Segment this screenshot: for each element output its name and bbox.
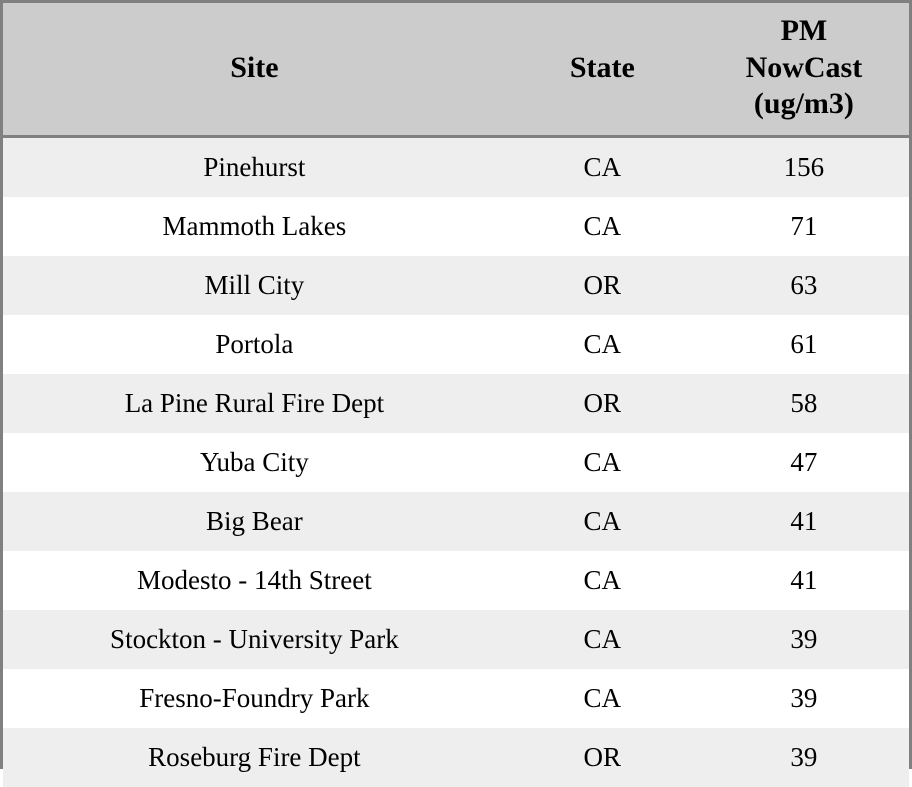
table-row (3, 315, 909, 374)
cell-site: Big Bear (3, 492, 506, 551)
table-row (3, 492, 909, 551)
cell-site: La Pine Rural Fire Dept (3, 374, 506, 433)
pm-nowcast-table (3, 3, 909, 787)
table-row (3, 136, 909, 197)
cell-site: Stockton - University Park (3, 610, 506, 669)
column-header-state (506, 3, 699, 136)
cell-site: Fresno-Foundry Park (3, 669, 506, 728)
column-header-pm-line3: (ug/m3) (753, 87, 854, 121)
cell-pm: 61 (699, 315, 909, 374)
cell-pm: 71 (699, 197, 909, 256)
cell-site: Yuba City (3, 433, 506, 492)
cell-pm: 63 (699, 256, 909, 315)
table-row (3, 256, 909, 315)
cell-state: OR (506, 256, 699, 315)
column-header-site (3, 3, 506, 136)
cell-state: OR (506, 374, 699, 433)
table-row (3, 374, 909, 433)
table-header (3, 3, 909, 136)
column-header-pm-line2: NowCast (745, 50, 863, 84)
table-body (3, 136, 909, 787)
cell-state: CA (506, 315, 699, 374)
column-header-state-label: State (569, 50, 635, 84)
cell-state: CA (506, 197, 699, 256)
cell-site: Pinehurst (3, 136, 506, 197)
cell-state: CA (506, 492, 699, 551)
cell-pm: 39 (699, 610, 909, 669)
cell-pm: 39 (699, 728, 909, 787)
cell-pm: 39 (699, 669, 909, 728)
cell-state: CA (506, 433, 699, 492)
cell-pm: 41 (699, 492, 909, 551)
cell-state: CA (506, 610, 699, 669)
column-header-pm-line1: PM (780, 14, 828, 47)
table-row (3, 433, 909, 492)
table-row (3, 551, 909, 610)
column-header-pm-nowcast (699, 3, 909, 136)
cell-pm: 156 (699, 136, 909, 197)
cell-pm: 41 (699, 551, 909, 610)
table-row (3, 610, 909, 669)
table-row (3, 669, 909, 728)
cell-site: Roseburg Fire Dept (3, 728, 506, 787)
cell-pm: 58 (699, 374, 909, 433)
cell-state: OR (506, 728, 699, 787)
table-row (3, 197, 909, 256)
cell-site: Mill City (3, 256, 506, 315)
cell-site: Modesto - 14th Street (3, 551, 506, 610)
cell-state: CA (506, 669, 699, 728)
table-header-row (3, 3, 909, 136)
cell-site: Mammoth Lakes (3, 197, 506, 256)
cell-pm: 47 (699, 433, 909, 492)
cell-state: CA (506, 136, 699, 197)
table-row (3, 728, 909, 787)
cell-site: Portola (3, 315, 506, 374)
column-header-site-label: Site (230, 50, 279, 84)
cell-state: CA (506, 551, 699, 610)
